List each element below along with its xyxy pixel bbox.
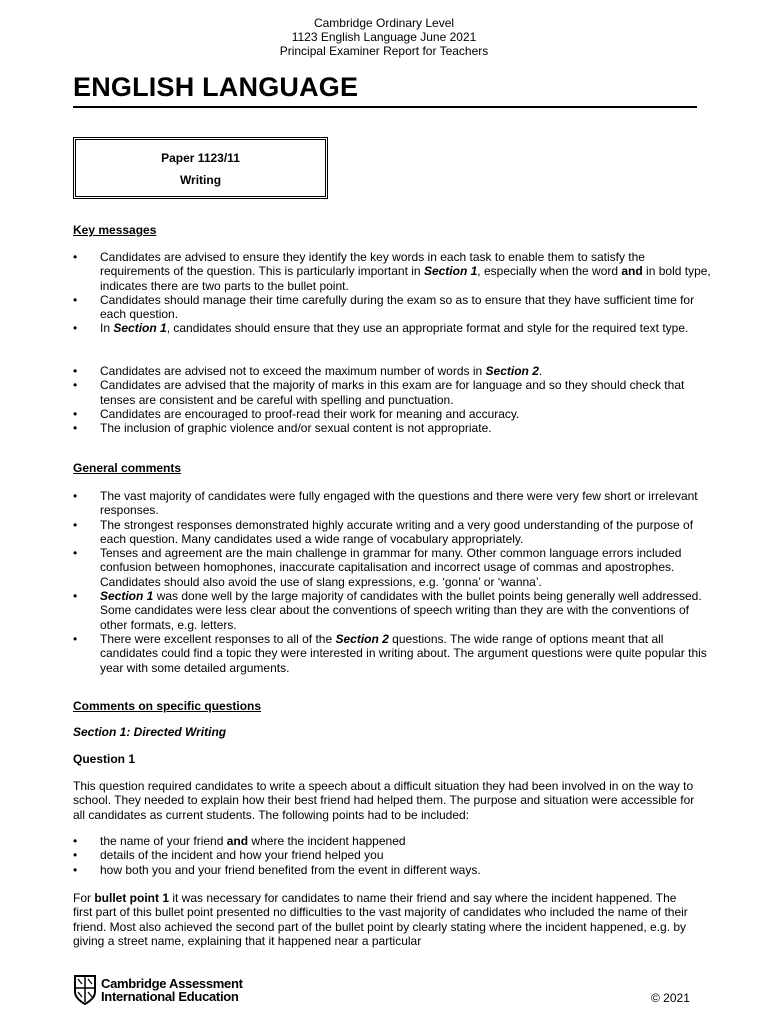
text: The inclusion of graphic violence and/or sexual content is not appropriate. <box>100 421 492 436</box>
list-item <box>73 421 713 435</box>
list-item <box>73 632 713 675</box>
section-heading: Section 1: Directed Writing <box>73 725 227 739</box>
list-item <box>73 518 713 547</box>
text: The strongest responses demonstrated highly accurate writing and a very good understanding of the purpose of each question. Many candidates used a wide range of vocabulary appropriately. <box>100 517 694 546</box>
emphasis: Section 1 <box>100 589 154 604</box>
text: There were excellent responses to all of the <box>100 631 336 646</box>
shield-icon <box>73 975 97 1005</box>
question-heading: Question 1 <box>73 752 136 766</box>
title-rule <box>73 106 697 108</box>
text: Candidates are advised to ensure they identify the key words in each task to enable them to satisfy the requirements of the question. This is particularly important in <box>100 250 645 279</box>
specific-comments-heading: Comments on specific questions <box>73 699 262 713</box>
list-item <box>73 321 713 335</box>
paper-box <box>73 137 328 199</box>
text: In <box>100 321 114 336</box>
text: the name of your friend <box>100 834 227 848</box>
text: Candidates are advised that the majority of marks in this exam are for language and so they should check that tenses are consistent and be careful with spelling and punctuation. <box>100 378 685 407</box>
key-messages-heading: Key messages <box>73 223 157 237</box>
list-item <box>73 589 713 632</box>
key-messages-list-1 <box>73 250 713 336</box>
bullet-point-1-para <box>73 891 698 948</box>
text: details of the incident and how your friend helped you <box>100 848 384 863</box>
question-points <box>73 834 713 877</box>
emphasis: Section 1 <box>423 264 478 279</box>
list-item <box>73 364 713 378</box>
list-item <box>73 489 713 518</box>
header-line-3: Principal Examiner Report for Teachers <box>279 44 489 58</box>
copyright: © 2021 <box>651 991 690 1005</box>
paper-number: Paper 1123/11 <box>161 151 240 165</box>
logo-line-1: Cambridge Assessment <box>101 976 243 991</box>
text: Tenses and agreement are the main challenge in grammar for many. Other common language errors included confusion between homophones, inaccurate capitalisation and incorrect usage of commas and apostrophes. Candidates should also avoid the use of slang expressions, e.g. ‘gonna’ or ‘wanna’. <box>100 546 682 589</box>
text: Candidates are advised not to exceed the maximum number of words in <box>100 364 486 378</box>
para-text-post: it was necessary for candidates to name their friend and say where the incident happened. The first part of this bullet point presented no difficulties to the vast majority of candidates who included the name of their friend. Most also achieved the second part of the bullet point by clearly stating where the incident happened, e.g. by giving a street name, explaining that it happened near a particular <box>73 891 688 948</box>
text: in bold type, indicates there are two parts to the bullet point. <box>100 264 711 293</box>
general-comments-list <box>73 489 713 675</box>
list-item <box>73 250 713 293</box>
text: where the incident happened <box>248 834 406 848</box>
text: questions. The wide range of options meant that all candidates could find a topic they were interested in writing about. The argument questions were quite popular this year with some detailed arguments. <box>100 631 707 675</box>
running-header <box>0 16 768 58</box>
list-item <box>73 834 713 848</box>
page-title: ENGLISH LANGUAGE <box>73 72 359 102</box>
emphasis: and <box>226 834 249 848</box>
text: Candidates are encouraged to proof-read their work for meaning and accuracy. <box>100 406 520 421</box>
paper-name: Writing <box>179 173 222 187</box>
list-item <box>73 863 713 877</box>
key-messages-list-2 <box>73 364 713 435</box>
emphasis: Section 2 <box>485 364 539 378</box>
text: . <box>538 364 543 378</box>
text: Candidates should manage their time carefully during the exam so as to ensure that they have sufficient time for each question. <box>100 292 695 322</box>
list-item <box>73 378 713 407</box>
list-item <box>73 407 713 421</box>
text: was done well by the large majority of candidates with the bullet points being generally well addressed. Some candidates were less clear about the conventions of speech writing than they are with the conventions of other formats, e.g. letters. <box>100 589 702 632</box>
emphasis: and <box>621 264 643 279</box>
text: how both you and your friend benefited from the event in different ways. <box>100 862 481 877</box>
list-item <box>73 848 713 862</box>
emphasis: Section 1 <box>113 321 167 336</box>
list-item <box>73 293 713 322</box>
para-text-bold: bullet point 1 <box>94 891 170 905</box>
text: , especially when the word <box>477 264 622 279</box>
header-line-1: Cambridge Ordinary Level <box>313 16 455 30</box>
logo-line-2: International Education <box>101 989 239 1004</box>
header-line-2: 1123 English Language June 2021 <box>291 30 477 44</box>
question-intro: This question required candidates to write a speech about a difficult situation they had been involved in on the way to school. They needed to explain how their best friend had helped them. The purpose and situation were accessible for all candidates as current students. The following points had to be included: <box>73 779 695 822</box>
general-comments-heading: General comments <box>73 461 182 475</box>
text: , candidates should ensure that they use an appropriate format and style for the required text type. <box>166 321 689 336</box>
emphasis: Section 2 <box>335 631 389 646</box>
cambridge-logo <box>73 975 243 1005</box>
text: The vast majority of candidates were fully engaged with the questions and there were very few short or irrelevant responses. <box>100 489 698 518</box>
list-item <box>73 546 713 589</box>
para-text-pre: For <box>73 891 95 905</box>
